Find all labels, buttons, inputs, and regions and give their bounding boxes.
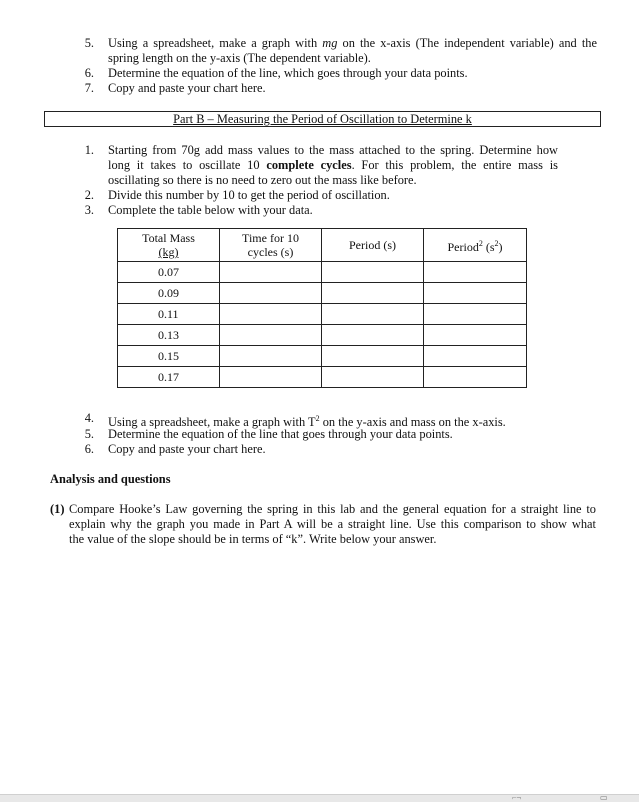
question-1-line3: the value of the slope should be in terms of “k”. Write below your answer. (69, 532, 437, 546)
period-squared-cell[interactable] (424, 304, 527, 325)
time-cell[interactable] (220, 346, 322, 367)
mass-cell: 0.09 (118, 283, 220, 304)
data-table (117, 228, 527, 388)
table-header-row (118, 229, 527, 262)
table-row (118, 283, 527, 304)
time-cell[interactable] (220, 367, 322, 388)
period-squared-cell[interactable] (424, 325, 527, 346)
mass-cell: 0.15 (118, 346, 220, 367)
partA-step7: Copy and paste your chart here. (108, 81, 266, 95)
step-number: 3. (84, 203, 94, 217)
period-cell[interactable] (322, 304, 424, 325)
analysis-heading: Analysis and questions (50, 472, 171, 486)
layout-icon[interactable]: ⌐¬ (512, 793, 522, 802)
period-squared-cell[interactable] (424, 283, 527, 304)
step-number: 1. (84, 143, 94, 157)
partB-step1-line2: long it takes to oscillate 10 complete cycles. For this problem, the entire mass is (108, 158, 558, 172)
partB-title-box (44, 111, 601, 127)
partB-step5: Determine the equation of the line that goes through your data points. (108, 427, 453, 441)
period-cell[interactable] (322, 262, 424, 283)
mass-cell: 0.13 (118, 325, 220, 346)
partB-step1-line3: oscillating so there is no need to zero out the mass like before. (108, 173, 417, 187)
period-cell[interactable] (322, 325, 424, 346)
partB-step6: Copy and paste your chart here. (108, 442, 266, 456)
partB-step1-line1: Starting from 70g add mass values to the mass attached to the spring. Determine how (108, 143, 558, 157)
time-cell[interactable] (220, 262, 322, 283)
period-cell[interactable] (322, 346, 424, 367)
mass-cell: 0.07 (118, 262, 220, 283)
step-number: 5. (84, 427, 94, 441)
period-cell[interactable] (322, 283, 424, 304)
time-cell[interactable] (220, 283, 322, 304)
step-number: 5. (84, 36, 94, 50)
period-cell[interactable] (322, 367, 424, 388)
partB-step2: Divide this number by 10 to get the period of oscillation. (108, 188, 390, 202)
question-label: (1) (50, 502, 65, 516)
question-1-line1: Compare Hooke’s Law governing the spring in this lab and the general equation for a straight line to (69, 502, 596, 516)
header-total-mass: Total Mass (kg) (118, 229, 220, 262)
partA-step5-line1: Using a spreadsheet, make a graph with mg on the x-axis (The independent variable) and the (108, 36, 597, 50)
header-period-squared: Period$^2$ $(s^2)$ (424, 229, 527, 262)
table-row (118, 346, 527, 367)
table-row (118, 262, 527, 283)
period-squared-cell[interactable] (424, 262, 527, 283)
partA-step5-line2: spring length on the y-axis (The dependent variable). (108, 51, 371, 65)
period-squared-cell[interactable] (424, 346, 527, 367)
partB-step4: Using a spreadsheet, make a graph with $T^2$ on the y-axis and mass on the x-axis. (108, 414, 506, 430)
table-row (118, 304, 527, 325)
table-row (118, 367, 527, 388)
time-cell[interactable] (220, 325, 322, 346)
time-cell[interactable] (220, 304, 322, 325)
partB-title: Part B – Measuring the Period of Oscillation to Determine k (173, 112, 472, 126)
header-period: Period (s) (322, 229, 424, 262)
mass-cell: 0.17 (118, 367, 220, 388)
step-number: 6. (84, 442, 94, 456)
step-number: 7. (84, 81, 94, 95)
step-number: 4. (84, 411, 94, 425)
mass-cell: 0.11 (118, 304, 220, 325)
partB-step3: Complete the table below with your data. (108, 203, 313, 217)
view-icon[interactable]: ▭ (600, 793, 608, 802)
partA-step6: Determine the equation of the line, which goes through your data points. (108, 66, 468, 80)
period-squared-cell[interactable] (424, 367, 527, 388)
table-row (118, 325, 527, 346)
step-number: 6. (84, 66, 94, 80)
question-1-line2: explain why the graph you made in Part A will be a straight line. Use this comparison to show what (69, 517, 596, 531)
header-time: Time for 10 cycles (s) (220, 229, 322, 262)
step-number: 2. (84, 188, 94, 202)
